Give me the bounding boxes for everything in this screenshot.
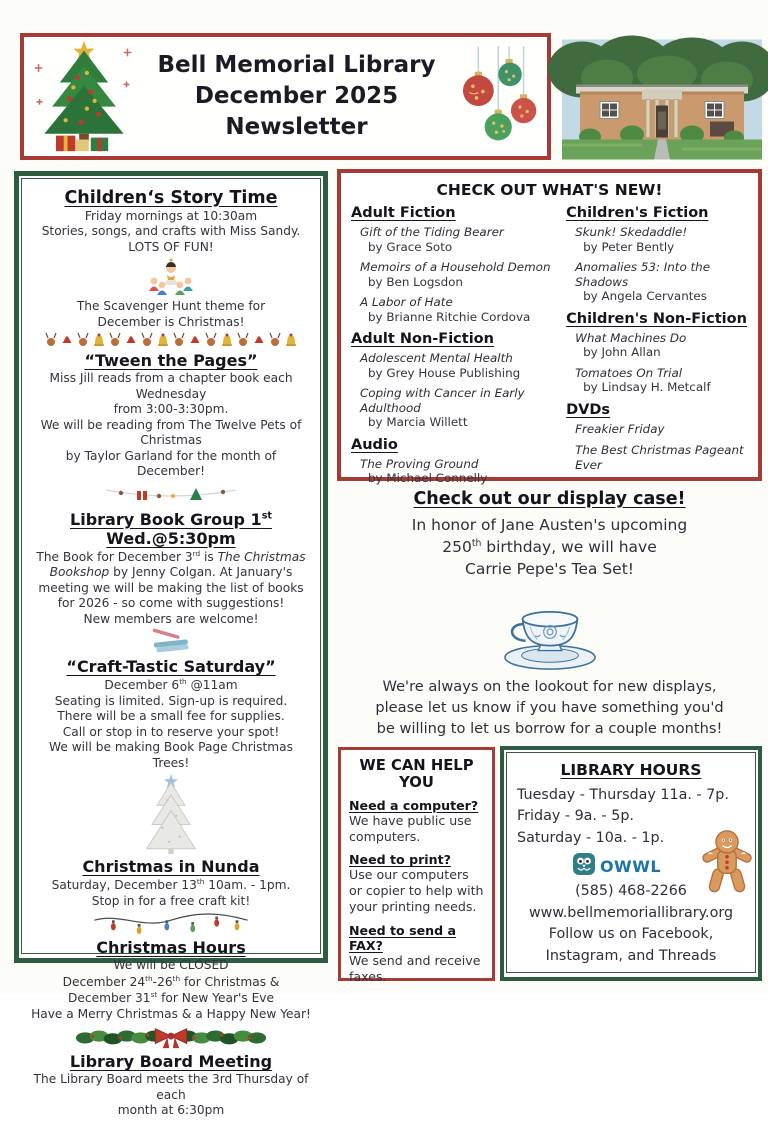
library-hours-panel <box>500 746 762 981</box>
library-photo <box>562 39 762 160</box>
owwl-logo <box>517 853 717 879</box>
display-case-outro: please let us know if you have something you'd <box>375 699 724 717</box>
help-item: Need to send a FAX? We send and receive faxes. <box>349 922 481 984</box>
section-board-meeting <box>30 1052 312 1118</box>
display-case-title: Check out our display case! <box>413 489 686 509</box>
ornament-divider <box>30 484 312 506</box>
string-lights-divider <box>30 911 312 935</box>
christmas-hours-title: Christmas Hours <box>96 938 246 958</box>
category-heading: DVDs <box>566 401 611 418</box>
display-case-line: Carrie Pepe's Tea Set! <box>465 560 634 578</box>
title-line-3: Newsletter <box>225 113 368 140</box>
hours-line: Friday - 9a. - 5p. <box>517 808 634 825</box>
book-item: Freakier Friday <box>575 421 665 436</box>
tween-line: Miss Jill reads from a chapter book each Wednesday <box>49 371 293 401</box>
owwl-logo-icon <box>573 853 595 879</box>
section-story-time <box>30 188 312 348</box>
help-panel <box>338 747 495 984</box>
events-panel <box>14 171 328 1118</box>
whats-new-column-right <box>566 203 748 492</box>
social-line: Instagram, and Threads <box>545 947 717 964</box>
christmas-hours-line: We will be CLOSED <box>113 958 229 973</box>
book-item: A Labor of Hate by Brianne Ritchie Cordova <box>360 295 531 324</box>
book-item: The Best Christmas Pageant Ever <box>575 443 744 472</box>
tween-line: by Taylor Garland for the month of December! <box>65 448 277 479</box>
category-dvds <box>566 402 748 473</box>
nunda-line: Stop in for a free craft kit! <box>91 893 251 908</box>
craft-title: “Craft-Tastic Saturday” <box>66 657 276 677</box>
whats-new-title: CHECK OUT WHAT'S NEW! <box>436 181 663 199</box>
section-craft-tastic <box>30 657 312 854</box>
board-meeting-title: Library Board Meeting <box>69 1052 273 1072</box>
christmas-hours-line: December 31st for New Year's Eve <box>67 990 275 1006</box>
ornaments-illustration <box>453 44 539 150</box>
hours-line: Tuesday - Thursday 11a. - 7p. <box>517 787 729 803</box>
display-case-line: In honor of Jane Austen's upcoming <box>411 516 688 534</box>
scavenger-line: December is Christmas! <box>97 314 245 329</box>
books-icon <box>30 630 312 654</box>
garland-bow-divider <box>30 1025 312 1049</box>
craft-date: December 6th @11am <box>104 677 238 693</box>
nunda-date: Saturday, December 13th 10am. - 1pm. <box>51 877 291 893</box>
help-item: Need a computer? We have public use computers. <box>349 798 479 845</box>
display-case-line: 250th birthday, we will have <box>442 537 657 556</box>
craft-line: We will be making Book Page Christmas Trees! <box>49 740 293 770</box>
book-item: The Proving Ground by Michael Connelly <box>360 456 488 486</box>
book-item: What Machines Do by John Allan <box>575 330 687 360</box>
help-item: Need to print? Use our computers or copier to help with your printing needs. <box>349 852 484 915</box>
story-time-line: Friday mornings at 10:30am <box>84 209 258 223</box>
book-item: Adolescent Mental Health by Grey House Publishing <box>360 351 521 380</box>
category-childrens-fiction <box>566 205 748 304</box>
book-item: Skunk! Skedaddle! by Peter Bently <box>575 225 688 254</box>
hours-line: Saturday - 10a. - 1p. <box>517 829 665 846</box>
book-item: Anomalies 53: Into the Shadows by Angela Cervantes <box>575 260 711 304</box>
christmas-hours-line: December 24th-26th for Christmas & <box>62 973 280 989</box>
emoji-garland-row <box>30 332 312 348</box>
website-url: www.bellmemoriallibrary.org <box>528 904 734 921</box>
tween-line: from 3:00-3:30pm. <box>113 402 229 417</box>
section-book-group <box>30 510 312 654</box>
board-meeting-line: The Library Board meets the 3rd Thursday of each <box>33 1072 309 1102</box>
header-banner <box>20 33 551 160</box>
category-heading: Adult Non-Fiction <box>351 331 494 348</box>
tween-title: “Tween the Pages” <box>84 351 258 371</box>
teacup-illustration <box>337 584 762 674</box>
section-tween-the-pages <box>30 351 312 505</box>
social-line: Follow us on Facebook, <box>548 926 714 943</box>
tween-line: We will be reading from The Twelve Pets of Christmas <box>40 417 302 448</box>
category-heading: Children's Non-Fiction <box>566 310 747 327</box>
section-christmas-hours <box>30 938 312 1049</box>
category-adult-fiction <box>351 205 556 324</box>
book-item: Coping with Cancer in Early Adulthood by Marcia Willett <box>360 386 525 430</box>
gingerbread-man-illustration <box>701 829 753 905</box>
book-group-body: The Book for December 3rd is The Christmas Bookshop by Jenny Colgan. At January's meeting we will be making the list of books for 2026 - so come with suggestions! <box>36 548 306 611</box>
category-heading: Children's Fiction <box>566 205 709 221</box>
display-case-section <box>337 487 762 745</box>
whats-new-column-left <box>351 203 556 492</box>
library-hours-title: LIBRARY HOURS <box>560 761 702 779</box>
title-line-1: Bell Memorial Library <box>157 52 436 79</box>
category-heading: Adult Fiction <box>351 205 456 221</box>
category-heading: Audio <box>351 436 398 453</box>
white-tree-illustration <box>30 774 312 854</box>
title-line-2: December 2025 <box>194 83 399 110</box>
book-group-title: Library Book Group 1st Wed.@5:30pm <box>70 509 272 548</box>
christmas-hours-line: Have a Merry Christmas & a Happy New Year! <box>31 1006 311 1021</box>
category-audio <box>351 437 556 486</box>
christmas-tree-illustration <box>28 39 140 155</box>
book-group-line: New members are welcome! <box>83 611 259 626</box>
scavenger-line: The Scavenger Hunt theme for <box>76 299 266 314</box>
owwl-label: OWWL <box>599 856 662 876</box>
story-time-title: Children‘s Story Time <box>64 188 278 208</box>
story-time-line: LOTS OF FUN! <box>128 239 214 254</box>
nunda-title: Christmas in Nunda <box>82 857 260 877</box>
help-title: WE CAN HELP YOU <box>359 757 474 791</box>
craft-line: Seating is limited. Sign-up is required. <box>54 693 288 708</box>
section-christmas-in-nunda <box>30 857 312 935</box>
page-title <box>140 50 453 142</box>
craft-line: There will be a small fee for supplies. <box>57 709 285 724</box>
book-item: Tomatoes On Trial by Lindsay H. Metcalf <box>575 365 711 395</box>
book-item: Memoirs of a Household Demon by Ben Logsdon <box>360 260 551 289</box>
display-case-outro: be willing to let us borrow for a couple months! <box>376 720 723 738</box>
category-childrens-non-fiction <box>566 311 748 395</box>
story-time-line: Stories, songs, and crafts with Miss Sandy. <box>41 224 301 239</box>
phone-number: (585) 468-2266 <box>575 883 687 900</box>
craft-line: Call or stop in to reserve your spot! <box>62 724 280 739</box>
book-item: Gift of the Tiding Bearer by Grace Soto <box>360 225 504 254</box>
category-adult-non-fiction <box>351 331 556 430</box>
whats-new-panel <box>337 169 762 486</box>
board-meeting-line: month at 6:30pm <box>117 1103 225 1118</box>
storytime-illustration <box>30 257 312 297</box>
display-case-outro: We're always on the lookout for new displays, <box>382 678 717 695</box>
